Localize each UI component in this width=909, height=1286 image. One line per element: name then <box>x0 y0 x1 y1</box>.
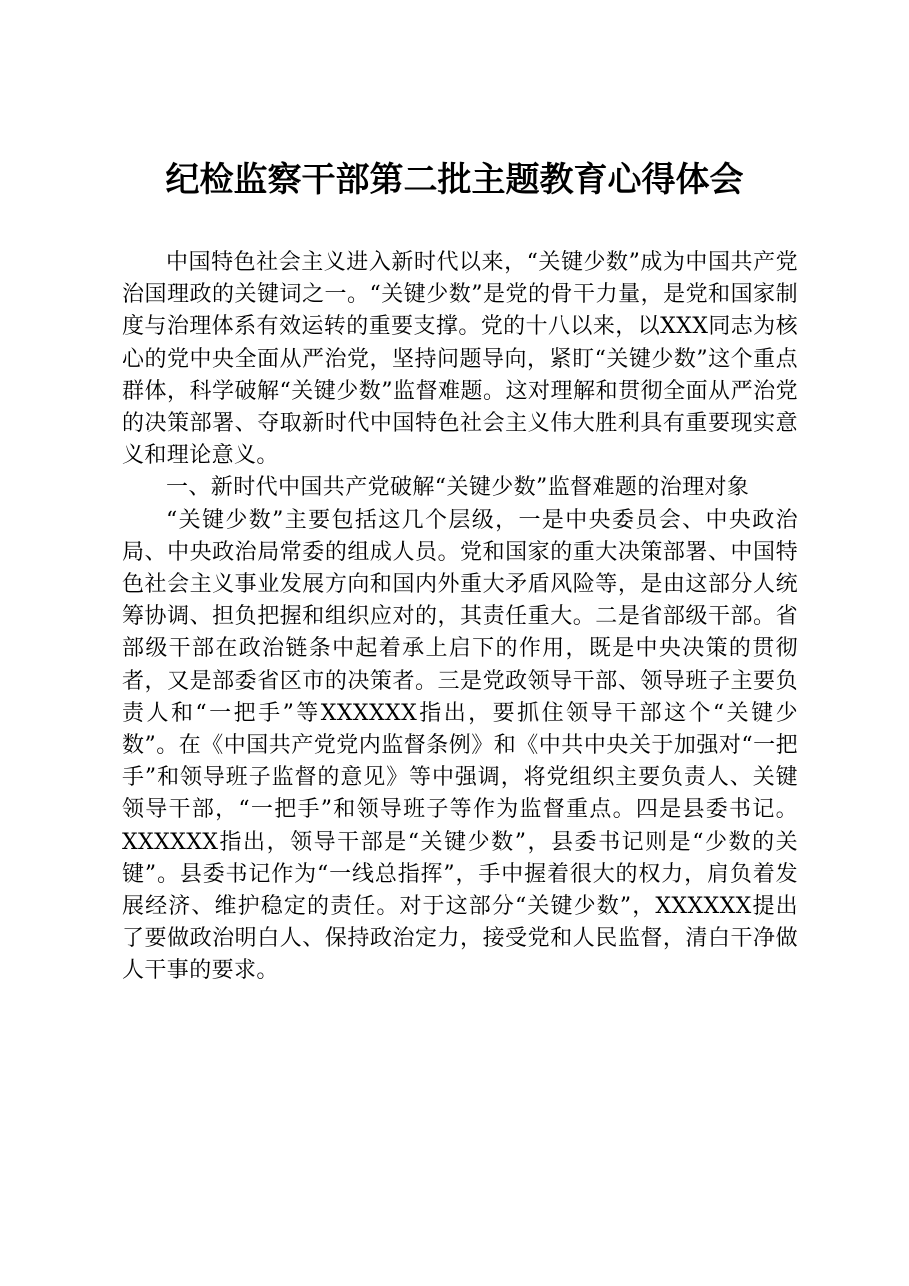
document-title: 纪检监察干部第二批主题教育心得体会 <box>165 160 744 200</box>
section-heading-1: 一、新时代中国共产党破解“关键少数”监督难题的治理对象 <box>166 475 750 501</box>
paragraph-key-minority-levels: “关键少数”主要包括这几个层级，一是中央委员会、中央政治局、中央政治局常委的组成人员。党和国家的重大决策部署、中国特色社会主义事业发展方向和国内外重大矛盾风险等，是由这部分人统筹协调、担负把握和组织应对的，其责任重大。二是省部级干部。省部级干部在政治链条中起着承上启下的作用，既是中央决策的贯彻者，又是部委省区市的决策者。三是党政领导干部、领导班子主要负责人和“一把手”等XXXXXX指出，要抓住领导干部这个“关键少数”。在《中国共产党党内监督条例》和《中共中央关于加强对“一把手”和领导班子监督的意见》等中强调，将党组织主要负责人、关键领导干部，“一把手”和领导班子等作为监督重点。四是县委书记。XXXXXX指出，领导干部是“关键少数”，县委书记则是“少数的关键”。县委书记作为“一线总指挥”，手中握着很大的权力，肩负着发展经济、维护稳定的责任。对于这部分“关键少数”，XXXXXX提出了要做政治明白人、保持政治定力，接受党和人民监督，清白干净做人干事的要求。 <box>122 507 798 984</box>
paragraph-intro: 中国特色社会主义进入新时代以来，“关键少数”成为中国共产党治国理政的关键词之一。“关键少数”是党的骨干力量，是党和国家制度与治理体系有效运转的重要支撑。党的十八以来，以XXX同志为核心的党中央全面从严治党，坚持问题导向，紧盯“关键少数”这个重点群体，科学破解“关键少数”监督难题。这对理解和贯彻全面从严治党的决策部署、夺取新时代中国特色社会主义伟大胜利具有重要现实意义和理论意义。 <box>122 250 798 469</box>
document-body <box>122 247 798 988</box>
